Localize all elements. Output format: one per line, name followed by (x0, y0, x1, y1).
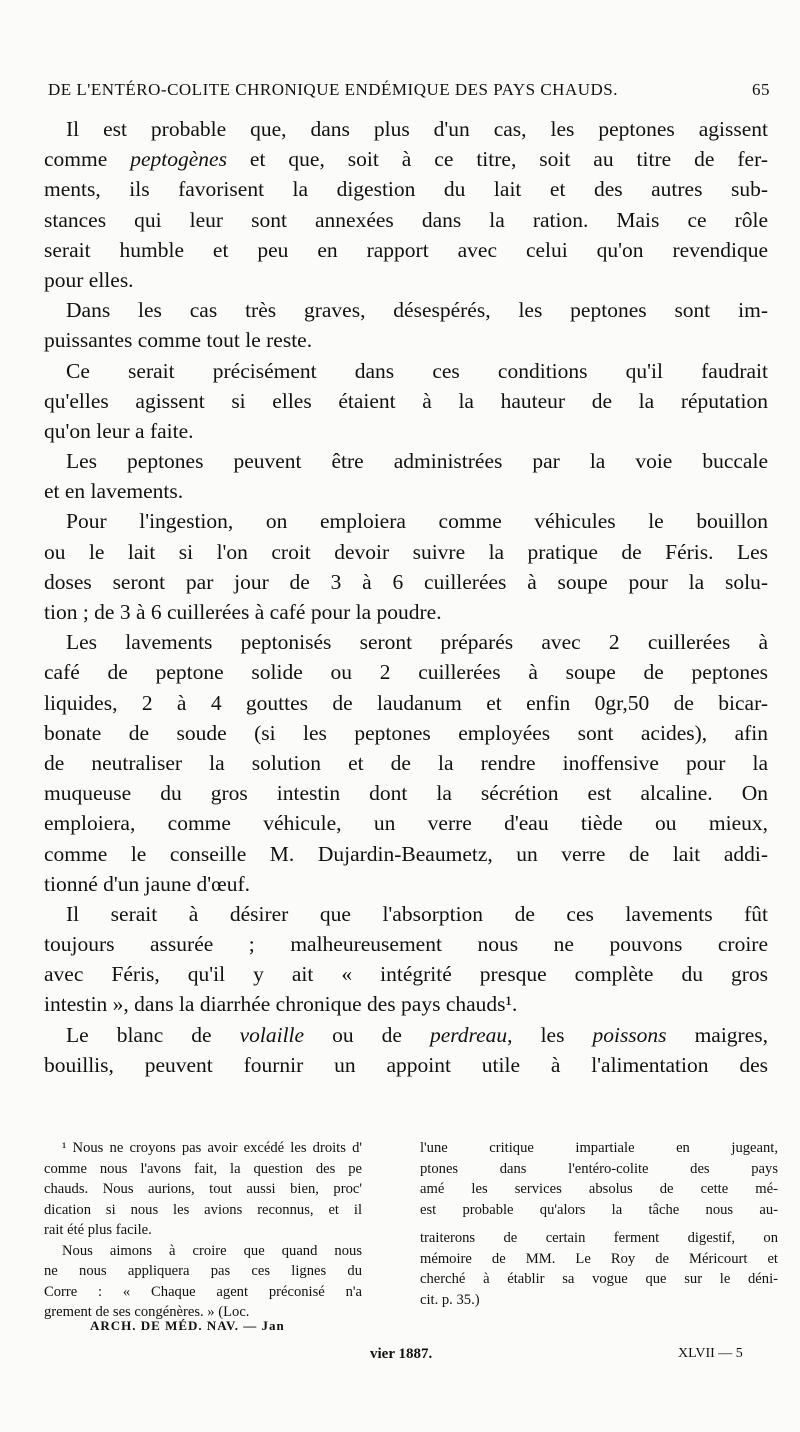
footnotes-right-column (420, 1138, 778, 1310)
footnote-line: grement de ses congénères. » (Loc. (44, 1304, 250, 1320)
body-line (44, 144, 768, 174)
page-header (48, 80, 770, 108)
body-line: ments, ils favorisent la digestion du lait et des autres sub- (44, 177, 768, 202)
footnote-line: rait été plus facile. (44, 1222, 152, 1238)
italic-term: peptogènes (130, 147, 227, 172)
body-line: doses seront par jour de 3 à 6 cuillerées à soupe pour la solu- (44, 569, 768, 594)
footnote-line: Nous aimons à croire que quand nous (62, 1242, 362, 1259)
footnote-line: amé les services absolus de cette mé- (420, 1181, 778, 1197)
body-line: bouillis, peuvent fournir un appoint utile à l'alimentation des (44, 1052, 768, 1077)
body-line: toujours assurée ; malheureusement nous ne pouvons croire (44, 932, 768, 957)
footnote-line: dication si nous les avions reconnus, et il (44, 1201, 362, 1218)
footnote-line: ne nous appliquera pas ces lignes du (44, 1263, 362, 1279)
body-line: Les peptones peuvent être administrées par la voie buccale (66, 449, 768, 474)
footnote-line: chauds. Nous aurions, tout aussi bien, proc' (44, 1181, 362, 1197)
running-title: DE L'ENTÉRO-COLITE CHRONIQUE ENDÉMIQUE DES PAYS CHAUDS. (48, 80, 618, 99)
text-run: comme (44, 147, 131, 172)
body-line: Les lavements peptonisés seront préparés avec 2 cuillerées à (66, 630, 768, 655)
italic-term: perdreau (429, 1022, 508, 1047)
body-line: de neutraliser la solution et de la rendre inoffensive pour la (44, 750, 768, 775)
body-line: tion ; de 3 à 6 cuillerées à café pour la poudre. (44, 600, 442, 624)
text-run: , les (507, 1022, 593, 1047)
body-line: qu'elles agissent si elles étaient à la hauteur de la réputation (44, 388, 768, 413)
text-run: maigres, (666, 1022, 768, 1047)
body-line: liquides, 2 à 4 gouttes de laudanum et enfin 0gr,50 de bicar- (44, 690, 768, 715)
body-line: café de peptone solide ou 2 cuillerées à soupe de peptones (44, 660, 768, 685)
footnote-line: Corre : « Chaque agent préconisé n'a (44, 1283, 362, 1300)
italic-term: poissons (592, 1022, 667, 1047)
text-run: et que, soit à ce titre, soit au titre de fer- (226, 147, 768, 172)
body-line: Il serait à désirer que l'absorption de ces lavements fût (66, 901, 768, 926)
body-line: intestin », dans la diarrhée chronique des pays chauds¹. (44, 992, 518, 1017)
footnote-line: cit. p. 35.) (420, 1291, 480, 1308)
body-line: qu'on leur a faite. (44, 418, 194, 443)
italic-term: volaille (239, 1022, 305, 1047)
footer-date: vier 1887. (370, 1346, 433, 1362)
body-line: avec Féris, qu'il y ait « intégrité presque complète du gros (44, 962, 768, 987)
footnote-line: cherché à établir sa vogue que sur le déni- (420, 1271, 778, 1287)
footnote-line: traiterons de certain ferment digestif, on (420, 1230, 778, 1246)
footnote-line: ptones dans l'entéro-colite des pays (420, 1160, 778, 1177)
footnote-line: l'une critique impartiale en jugeant, (420, 1140, 778, 1156)
body-line: tionné d'un jaune d'œuf. (44, 871, 250, 896)
footnote-line: comme nous l'avons fait, la question des pe (44, 1160, 362, 1177)
body-line: muqueuse du gros intestin dont la sécrétion est alcaline. On (44, 781, 768, 806)
body-line (44, 1020, 768, 1050)
body-line: pour elles. (44, 267, 134, 292)
footnote-gap (420, 1220, 778, 1228)
body-line: puissantes comme tout le reste. (44, 328, 313, 353)
footnote-line: ¹ Nous ne croyons pas avoir excédé les droits d' (62, 1140, 362, 1156)
body-text (44, 114, 768, 1080)
text-run: ou de (304, 1022, 430, 1047)
body-line: bonate de soude (si les peptones employées sont acides), afin (44, 720, 768, 745)
footnote-line: est probable qu'alors la tâche nous au- (420, 1201, 778, 1218)
page-number: 65 (752, 80, 770, 99)
body-line: et en lavements. (44, 479, 184, 504)
body-line: stances qui leur sont annexées dans la ration. Mais ce rôle (44, 207, 768, 232)
body-line: emploiera, comme véhicule, un verre d'eau tiède ou mieux, (44, 811, 768, 836)
body-line: Dans les cas très graves, désespérés, les peptones sont im- (66, 298, 768, 323)
body-line: ou le lait si l'on croit devoir suivre la pratique de Féris. Les (44, 539, 768, 564)
text-run: Le blanc de (66, 1022, 240, 1047)
body-line: Pour l'ingestion, on emploiera comme véhicules le bouillon (66, 509, 768, 534)
journal-footer: ARCH. DE MÉD. NAV. — Jan (90, 1318, 285, 1333)
body-line: serait humble et peu en rapport avec celui qu'on revendique (44, 237, 768, 262)
body-line: comme le conseille M. Dujardin-Beaumetz, un verre de lait addi- (44, 841, 768, 866)
body-line: Ce serait précisément dans ces conditions qu'il faudrait (66, 358, 768, 383)
body-line: Il est probable que, dans plus d'un cas, les peptones agissent (66, 117, 768, 141)
footnote-line: mémoire de MM. Le Roy de Méricourt et (420, 1250, 778, 1267)
signature-mark: XLVII — 5 (678, 1346, 743, 1361)
footnotes-left-column (44, 1138, 362, 1323)
